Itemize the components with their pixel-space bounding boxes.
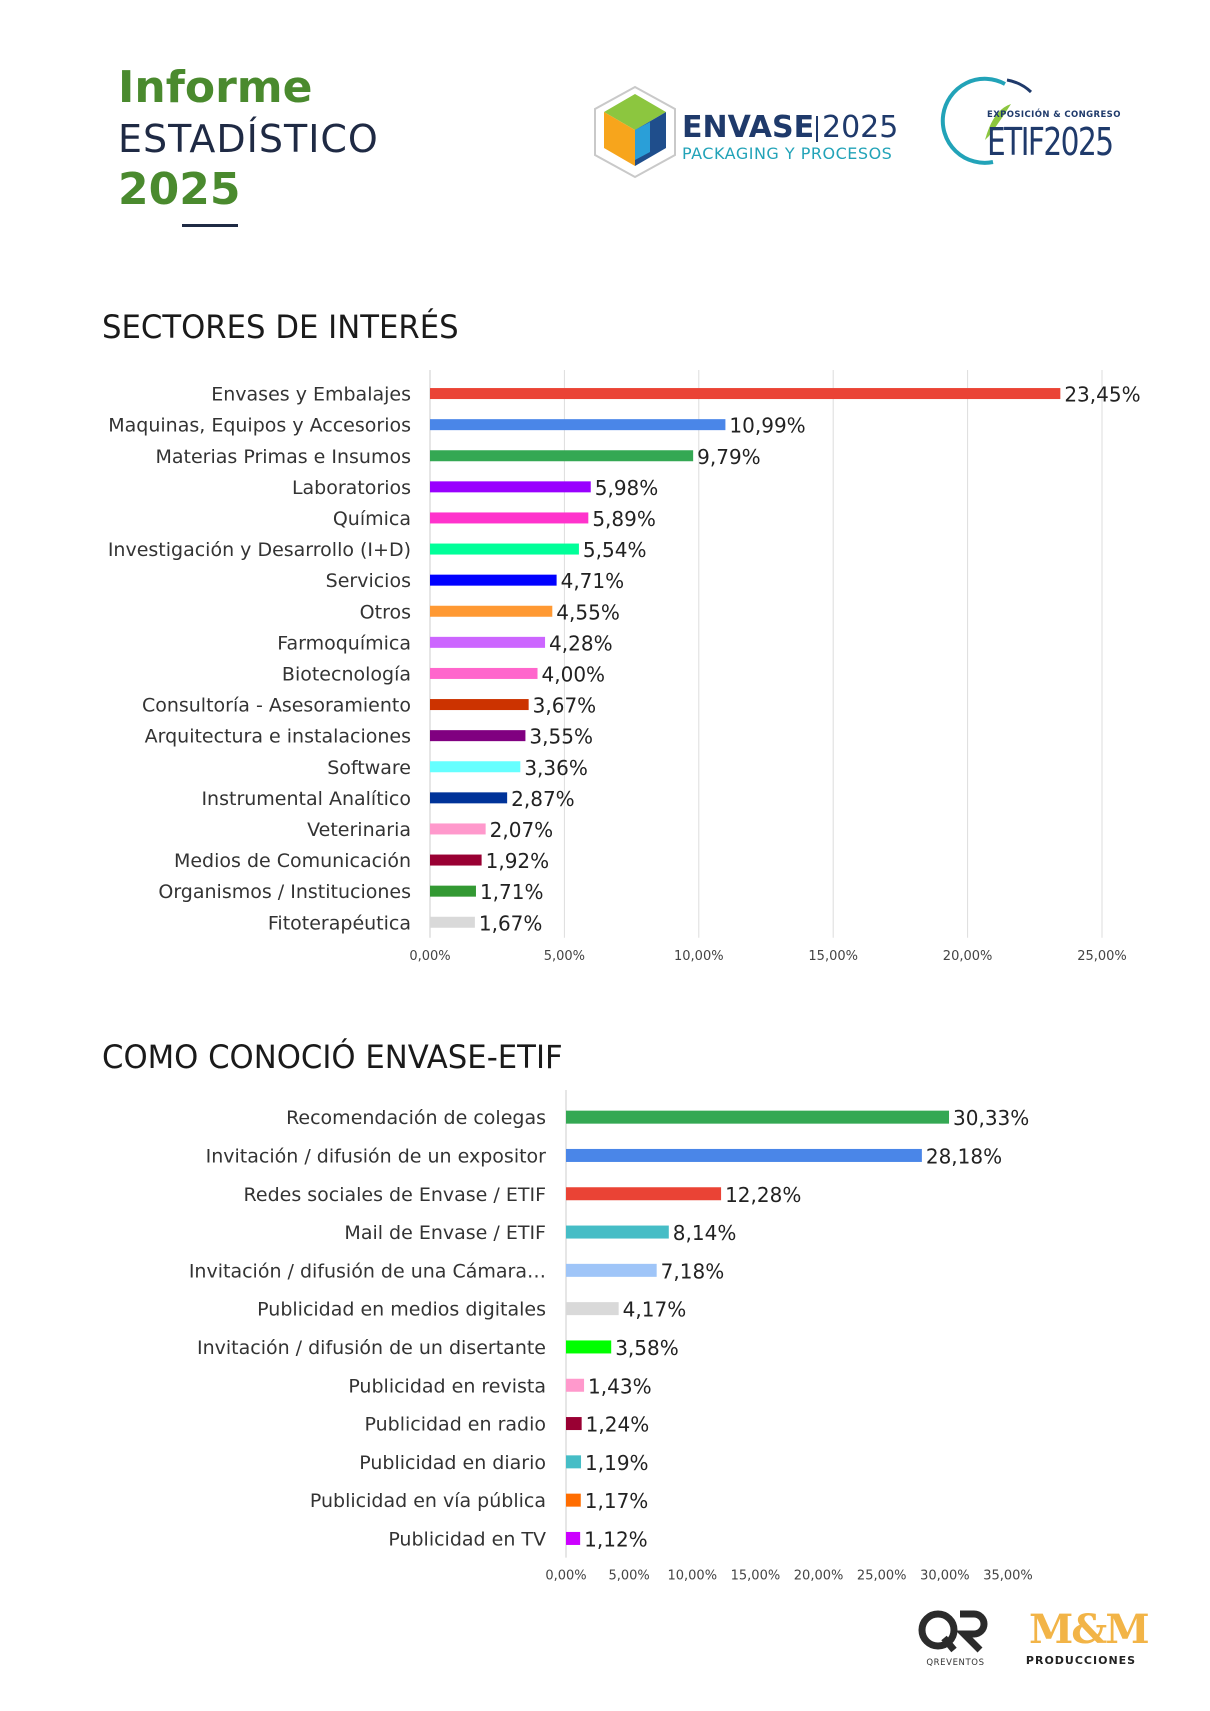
sectores-title: SECTORES DE INTERÉS [102, 308, 459, 346]
x-tick-label: 25,00% [856, 1568, 907, 1584]
data-label: 4,71% [560, 569, 625, 594]
data-label: 1,17% [584, 1489, 649, 1514]
category-label: Maquinas, Equipos y Accesorios [108, 414, 411, 437]
mm-mark: M&M [1029, 1606, 1148, 1653]
x-tick-label: 15,00% [730, 1568, 781, 1584]
bar [566, 1302, 619, 1315]
bar [430, 917, 475, 928]
data-label: 1,19% [585, 1450, 649, 1475]
category-label: Servicios [325, 570, 411, 593]
data-label: 4,17% [622, 1297, 687, 1322]
bar [430, 419, 725, 430]
envase-subtitle: PACKAGING Y PROCESOS [682, 144, 893, 163]
data-label: 4,00% [541, 662, 606, 687]
bar [566, 1417, 582, 1430]
title-estadistico: ESTADÍSTICO [118, 117, 379, 161]
bar [566, 1340, 611, 1353]
data-label: 10,99% [729, 413, 806, 438]
category-label: Arquitectura e instalaciones [144, 725, 411, 748]
envase-separator [816, 116, 818, 142]
data-label: 1,43% [588, 1374, 652, 1399]
category-label: Instrumental Analítico [201, 787, 411, 810]
bar [430, 388, 1060, 399]
category-label: Redes sociales de Envase / ETIF [243, 1183, 546, 1206]
mm-producciones-logo [1025, 1606, 1148, 1670]
envase-logo [590, 82, 910, 182]
data-label: 5,89% [592, 506, 656, 531]
data-label: 5,54% [582, 538, 647, 563]
data-label: 7,18% [660, 1259, 725, 1284]
category-label: Laboratorios [291, 476, 411, 499]
bar [430, 668, 538, 679]
bar [430, 481, 591, 492]
bar [430, 730, 525, 741]
etif-logo [935, 70, 1121, 170]
category-label: Publicidad en medios digitales [257, 1298, 546, 1321]
category-label: Invitación / difusión de una Cámara… [188, 1260, 546, 1283]
data-label: 30,33% [953, 1106, 1030, 1131]
data-label: 1,12% [584, 1527, 648, 1552]
category-label: Publicidad en TV [388, 1528, 546, 1551]
x-tick-label: 15,00% [808, 948, 858, 964]
etif-subtitle: EXPOSICIÓN & CONGRESO [987, 110, 1121, 120]
data-label: 23,45% [1064, 382, 1141, 407]
data-label: 1,92% [485, 849, 550, 874]
category-label: Publicidad en vía pública [309, 1490, 546, 1513]
bar [430, 855, 482, 866]
bar [430, 606, 552, 617]
mm-label: PRODUCCIONES [1025, 1654, 1137, 1667]
bar [566, 1226, 669, 1239]
bar [566, 1149, 922, 1162]
bar [566, 1532, 580, 1545]
data-label: 3,58% [615, 1335, 679, 1360]
category-label: Química [332, 507, 411, 530]
bar [430, 637, 545, 648]
como-conocio-title: COMO CONOCIÓ ENVASE-ETIF [102, 1038, 563, 1076]
bar [566, 1494, 581, 1507]
data-label: 28,18% [925, 1144, 1003, 1169]
data-label: 3,36% [524, 755, 588, 780]
x-tick-label: 20,00% [793, 1568, 844, 1584]
bar [566, 1455, 581, 1468]
category-label: Mail de Envase / ETIF [344, 1222, 546, 1245]
category-label: Recomendación de colegas [286, 1107, 546, 1130]
category-label: Envases y Embalajes [211, 383, 411, 406]
category-label: Medios de Comunicación [173, 850, 411, 873]
x-tick-label: 25,00% [1077, 948, 1127, 964]
bar [566, 1264, 657, 1277]
category-label: Invitación / difusión de un expositor [205, 1145, 546, 1168]
x-tick-label: 20,00% [942, 948, 993, 964]
category-label: Fitoterapéutica [267, 912, 411, 935]
qr-mark-icon [918, 1608, 993, 1656]
bar [566, 1187, 721, 1200]
bar [566, 1379, 584, 1392]
x-tick-label: 10,00% [674, 948, 724, 964]
category-label: Consultoría - Asesoramiento [141, 694, 411, 717]
report-title [118, 62, 379, 215]
x-tick-label: 30,00% [920, 1568, 970, 1584]
bar [430, 886, 476, 897]
bar [430, 699, 529, 710]
category-label: Otros [359, 601, 411, 624]
x-tick-label: 5,00% [543, 948, 586, 964]
sectores-chart [0, 370, 1210, 970]
title-underline [182, 224, 238, 227]
qr-label: QREVENTOS [926, 1658, 985, 1668]
bar [430, 792, 507, 803]
bar [430, 823, 486, 834]
title-informe: Informe [118, 62, 313, 113]
x-tick-label: 5,00% [608, 1568, 650, 1584]
category-label: Invitación / difusión de un disertante [196, 1336, 546, 1359]
data-label: 3,67% [532, 693, 597, 718]
etif-wordmark: ETIF2025 [987, 120, 1113, 164]
data-label: 12,28% [725, 1182, 802, 1207]
bar [430, 512, 588, 523]
data-label: 8,14% [672, 1221, 737, 1246]
data-label: 9,79% [697, 444, 761, 469]
data-label: 1,67% [478, 911, 543, 936]
category-label: Biotecnología [281, 663, 411, 686]
x-tick-label: 0,00% [409, 948, 451, 964]
data-label: 4,55% [556, 600, 620, 625]
category-label: Organismos / Instituciones [158, 881, 411, 904]
title-year: 2025 [118, 164, 241, 215]
category-label: Materias Primas e Insumos [155, 445, 411, 468]
data-label: 4,28% [549, 631, 613, 656]
bar [430, 575, 557, 586]
x-tick-label: 10,00% [667, 1568, 718, 1584]
x-tick-label: 0,00% [545, 1568, 587, 1584]
bar [430, 544, 579, 555]
category-label: Software [327, 756, 411, 779]
data-label: 2,07% [489, 817, 554, 842]
envase-word: ENVASE [682, 110, 815, 145]
data-label: 1,71% [479, 880, 544, 905]
envase-cube-icon [590, 82, 680, 182]
category-label: Farmoquímica [277, 632, 411, 655]
bar [430, 761, 520, 772]
category-label: Publicidad en radio [364, 1413, 546, 1436]
bar [566, 1111, 949, 1124]
x-tick-label: 35,00% [983, 1568, 1033, 1584]
qreventos-logo [918, 1608, 993, 1670]
data-label: 5,98% [594, 475, 659, 500]
data-label: 2,87% [511, 786, 575, 811]
bar [430, 450, 693, 461]
como-conocio-chart [0, 1090, 1210, 1590]
data-label: 3,55% [529, 724, 593, 749]
data-label: 1,24% [585, 1412, 650, 1437]
category-label: Publicidad en diario [359, 1451, 546, 1474]
category-label: Publicidad en revista [348, 1375, 546, 1398]
category-label: Veterinaria [307, 818, 411, 841]
envase-year: 2025 [822, 110, 899, 145]
category-label: Investigación y Desarrollo (I+D) [107, 539, 411, 562]
